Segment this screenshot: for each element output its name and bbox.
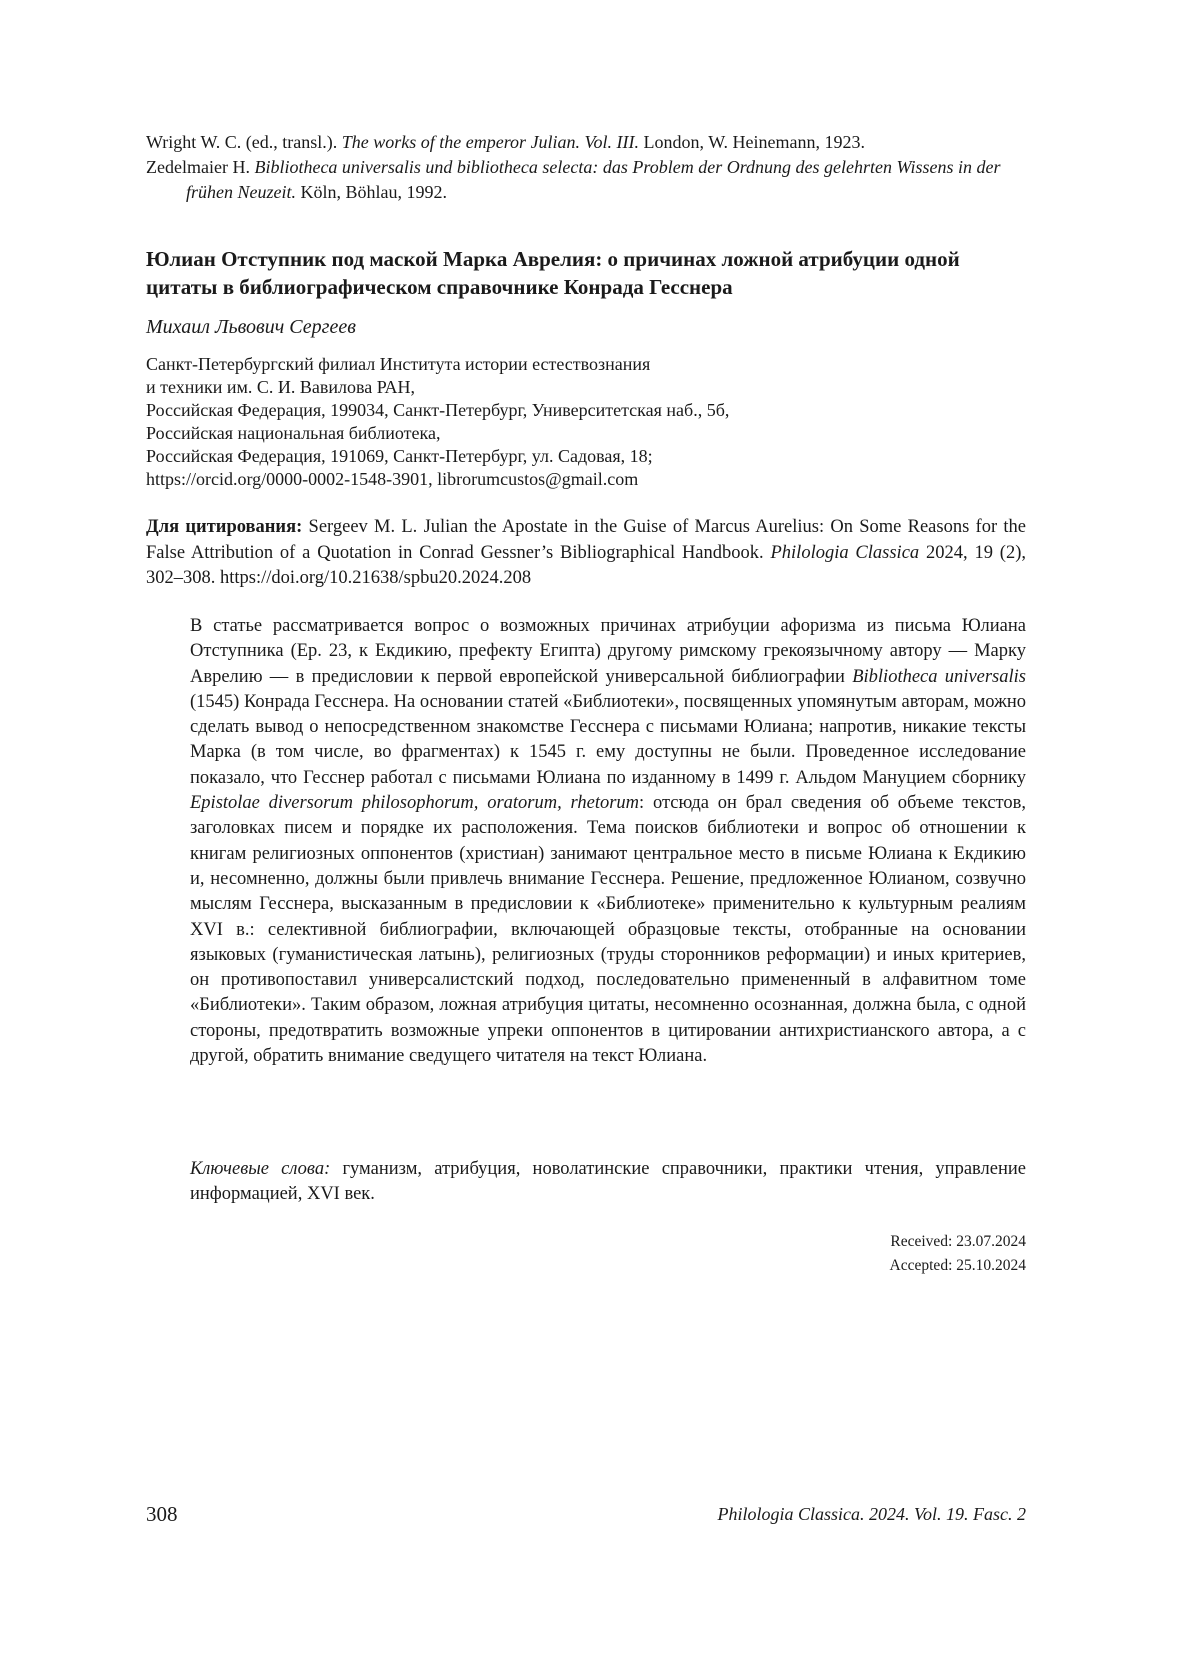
affiliation-line: Российская Федерация, 199034, Санкт-Петербург, Университетская наб., 5б, — [146, 400, 730, 420]
keywords-label: Ключевые слова: — [190, 1159, 331, 1179]
affiliation-line: Санкт-Петербургский филиал Института истории естествознания — [146, 354, 651, 374]
page-number: 308 — [146, 1502, 178, 1526]
author-affiliation — [146, 353, 1026, 491]
received-date: Received: 23.07.2024 — [890, 1233, 1026, 1250]
reference-author: Zedelmaier H. — [146, 157, 255, 177]
abstract — [190, 614, 1026, 1069]
citation-block — [146, 515, 1026, 592]
affiliation-line: Российская Федерация, 191069, Санкт-Петербург, ул. Садовая, 18; — [146, 446, 653, 466]
article-author: Михаил Львович Сергеев — [146, 316, 356, 338]
reference-list — [146, 130, 1026, 205]
abstract-italic-title: Bibliotheca universalis — [852, 666, 1026, 687]
reference-title: The works of the emperor Julian. Vol. III. — [341, 132, 640, 152]
reference-publisher: Köln, Böhlau, 1992. — [296, 182, 447, 202]
abstract-text: В статье рассматривается вопрос о возможных причинах атрибуции афоризма из письма Юлиана Отступника (Ep. 23, к Екдикию, префекту Египта) другому римскому грекоязычному автору — Марку Аврелию — в предисловии к первой европейской универсальной библиографии — [190, 616, 1026, 687]
article-title: Юлиан Отступник под маской Марка Аврелия: о причинах ложной атрибуции одной цитаты в библиографическом справочнике Конрада Гесснера — [146, 247, 960, 299]
reference-title: Bibliotheca universalis und bibliotheca selecta: das Problem der Ordnung des gelehrten Wissens in der frühen Neuzeit. — [186, 157, 1001, 202]
reference-publisher: London, W. Heinemann, 1923. — [639, 132, 866, 152]
keywords-text: гуманизм, атрибуция, новолатинские справочники, практики чтения, управление информацией, XVI век. — [190, 1159, 1026, 1205]
citation-details: 2024, 19 (2), 302–308. https://doi.org/10.21638/spbu20.2024.208 — [146, 542, 1027, 588]
accepted-date: Accepted: 25.10.2024 — [889, 1257, 1026, 1274]
abstract-italic-title: Epistolae diversorum philosophorum, oratorum, rhetorum — [190, 793, 640, 814]
reference-author: Wright W. C. (ed., transl.). — [146, 132, 342, 152]
running-footer-journal: Philologia Classica. 2024. Vol. 19. Fasc. 2 — [717, 1504, 1026, 1524]
affiliation-contacts: https://orcid.org/0000-0002-1548-3901, librorumcustos@gmail.com — [146, 469, 639, 489]
reference-item — [146, 155, 1026, 205]
abstract-text: (1545) Конрада Гесснера. На основании статей «Библиотеки», посвященных упомянутым авторам, можно сделать вывод о непосредственном знакомстве Гесснера с письмами Юлиана; напротив, никакие тексты Марка (в том числе, во фрагментах) к 1545 г. ему доступны не были. Проведенное исследование показало, что Гесснер работал с письмами Юлиана по изданному в 1499 г. Альдом Мануцием сборнику — [190, 691, 1026, 788]
article-dates — [890, 1230, 1026, 1278]
citation-journal: Philologia Classica — [770, 542, 920, 563]
abstract-text: : отсюда он брал сведения об объеме текстов, заголовках писем и порядке их расположения. Тема поисков библиотеки и вопрос об отношении к книгам религиозных оппонентов (христиан) занимают центральное место в письме Юлиана к Екдикию и, несомненно, должны были привлечь внимание Гесснера. Решение, предложенное Юлианом, созвучно мыслям Гесснера, высказанным в предисловии к «Библиотеке» применительно к культурным реалиям XVI в.: селективной библиографии, включающей образцовые тексты, отобранные на основании языковых (гуманистическая латынь), религиозных (труды сторонников реформации) и иных критериев, он противопоставил универсалистский подход, последовательно примененный в алфавитном томе «Библиотеки». Таким образом, ложная атрибуция цитаты, несомненно осознанная, должна была, с одной стороны, предотвратить возможные упреки оппонентов в цитировании антихристианского автора, а с другой, обратить внимание сведущего читателя на текст Юлиана. — [190, 793, 1026, 1067]
affiliation-line: и техники им. С. И. Вавилова РАН, — [146, 377, 415, 397]
affiliation-line: Российская национальная библиотека, — [146, 423, 441, 443]
citation-label: Для цитирования: — [146, 517, 303, 537]
reference-item — [146, 130, 1026, 155]
keywords — [190, 1157, 1026, 1208]
citation-text: Sergeev M. L. Julian the Apostate in the Guise of Marcus Aurelius: On Some Reasons for the False Attribution of a Quotation in Conrad Gessner’s Bibliographical Handbook. — [146, 517, 1026, 563]
